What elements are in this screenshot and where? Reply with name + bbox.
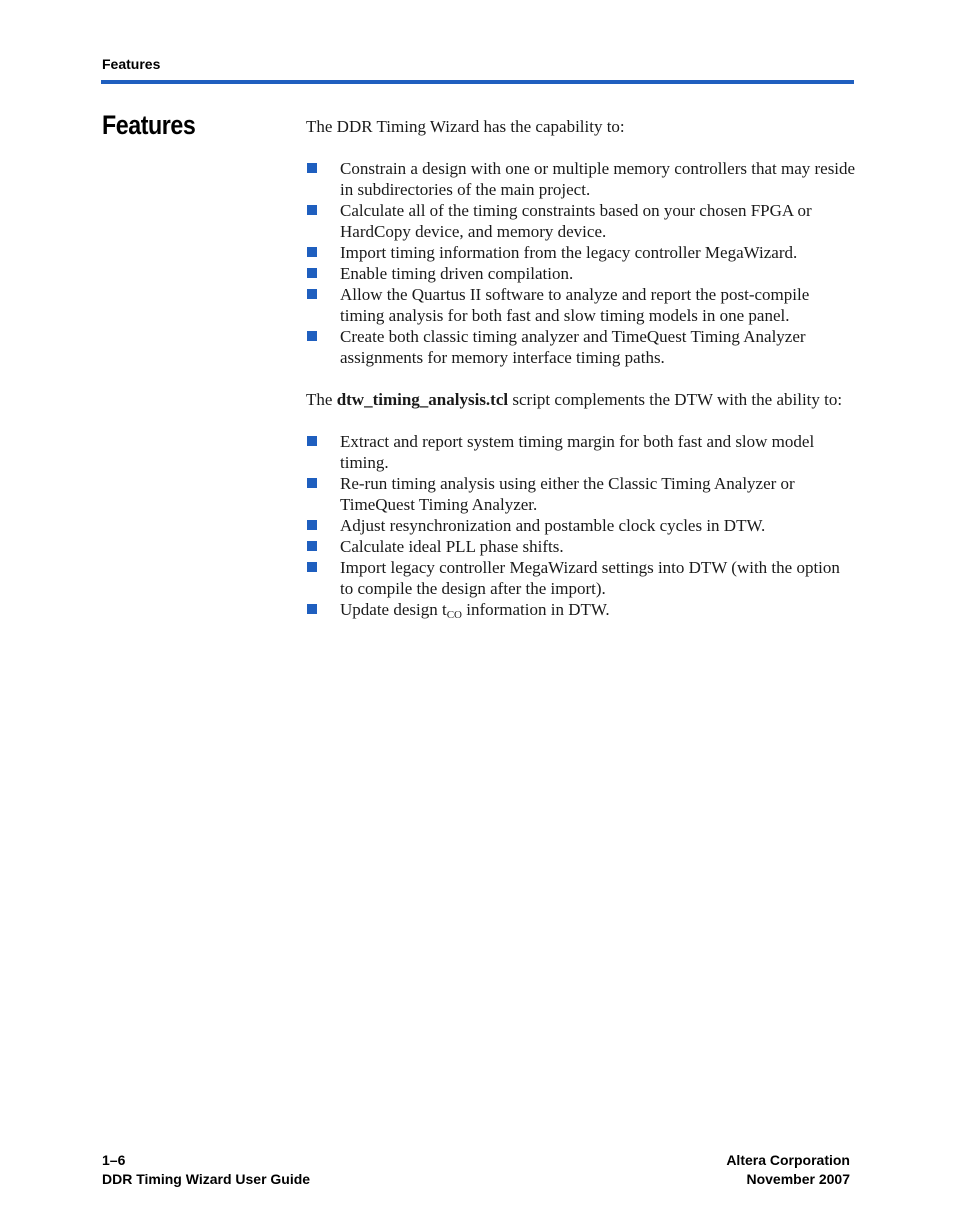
script-name: dtw_timing_analysis.tcl xyxy=(336,390,509,409)
bullet-square-icon xyxy=(307,268,317,278)
bullet-square-icon xyxy=(307,289,317,299)
list-item: Create both classic timing analyzer and TimeQuest Timing Analyzer assignments for memory interface timing paths. xyxy=(306,326,856,368)
list-item: Extract and report system timing margin for both fast and slow model timing. xyxy=(306,431,856,473)
bullet-square-icon xyxy=(307,163,317,173)
list-item: Re-run timing analysis using either the Classic Timing Analyzer or TimeQuest Timing Analyzer. xyxy=(306,473,856,515)
list-item: Enable timing driven compilation. xyxy=(306,263,856,284)
guide-title: DDR Timing Wizard User Guide xyxy=(102,1171,311,1187)
publication-date: November 2007 xyxy=(746,1171,850,1187)
list-item: Import timing information from the legacy controller MegaWizard. xyxy=(306,242,856,263)
bullet-square-icon xyxy=(307,604,317,614)
intro-paragraph: The DDR Timing Wizard has the capability to: xyxy=(306,117,625,136)
company-name: Altera Corporation xyxy=(726,1152,850,1168)
list-item: Calculate ideal PLL phase shifts. xyxy=(306,536,856,557)
bullet-square-icon xyxy=(307,436,317,446)
list-item: Allow the Quartus II software to analyze and report the post-compile timing analysis for both fast and slow timing models in one panel. xyxy=(306,284,856,326)
script-ability-list xyxy=(306,431,856,620)
bullet-square-icon xyxy=(307,520,317,530)
bullet-square-icon xyxy=(307,205,317,215)
footer-left xyxy=(102,1151,310,1189)
body-column xyxy=(306,116,856,641)
section-title: Features xyxy=(102,110,196,140)
footer-right xyxy=(726,1151,850,1189)
bullet-square-icon xyxy=(307,247,317,257)
list-item: Import legacy controller MegaWizard settings into DTW (with the option to compile the design after the import). xyxy=(306,557,856,599)
bullet-square-icon xyxy=(307,541,317,551)
running-head: Features xyxy=(102,56,161,72)
list-item: Calculate all of the timing constraints based on your chosen FPGA or HardCopy device, and memory device. xyxy=(306,200,856,242)
bullet-square-icon xyxy=(307,478,317,488)
header-rule xyxy=(101,80,854,84)
page-number: 1–6 xyxy=(102,1152,126,1168)
list-item: Update design $t_{CO}$ information in DTW. xyxy=(306,599,856,620)
bullet-square-icon xyxy=(307,562,317,572)
capability-list xyxy=(306,158,856,368)
list-item: Constrain a design with one or multiple memory controllers that may reside in subdirectories of the main project. xyxy=(306,158,856,200)
list-item: Adjust resynchronization and postamble clock cycles in DTW. xyxy=(306,515,856,536)
bullet-square-icon xyxy=(307,331,317,341)
script-paragraph: The dtw_timing_analysis.tcl script complements the DTW with the ability to: xyxy=(306,390,843,409)
